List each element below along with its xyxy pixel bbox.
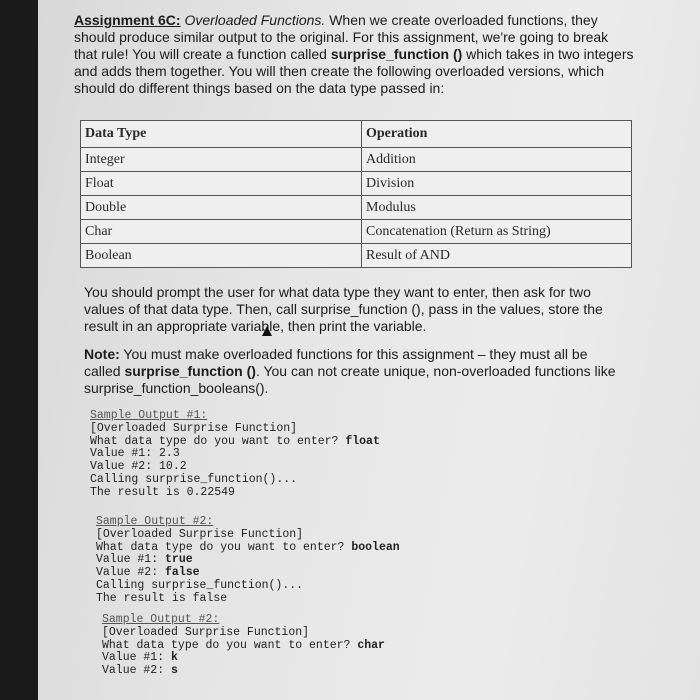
table-row	[81, 148, 632, 172]
column-header-operation: Operation	[362, 121, 632, 148]
sample-type: boolean	[351, 540, 400, 554]
sample-value-1: true	[165, 553, 193, 567]
note-paragraph	[84, 346, 624, 397]
sample-prompt: What data type do you want to enter?	[90, 434, 346, 448]
intro-text-2: which takes in two integers and adds them together. You will then create the following overloaded versions, which should do different things based on the data type passed in:	[74, 46, 634, 96]
sample-output-2	[96, 516, 400, 606]
data-type-cell: Float	[81, 172, 362, 196]
sample-prompt: What data type do you want to enter?	[102, 638, 358, 652]
sample-value-2: false	[165, 566, 200, 580]
operation-cell: Division	[362, 172, 632, 196]
table-row	[81, 244, 632, 268]
note-text-1: You must make overloaded functions for this assignment – they must all be called	[84, 346, 588, 379]
sample-value-1-label: Value #1:	[102, 651, 172, 665]
table-row	[81, 196, 632, 220]
data-type-cell: Integer	[81, 148, 362, 172]
sample-calling: Calling surprise_function()...	[90, 472, 298, 486]
sample-value-1: k	[171, 651, 178, 665]
data-type-cell: Char	[81, 220, 362, 244]
sample-output-1	[90, 410, 380, 500]
sample-value-1: 2.3	[159, 447, 180, 461]
table-row	[81, 172, 632, 196]
note-text-2: . You can not create unique, non-overloaded functions like surprise_function_booleans().	[84, 363, 616, 396]
operation-cell: Result of AND	[362, 244, 632, 268]
sample-value-2: s	[171, 664, 178, 678]
sample-value-1-label: Value #1:	[90, 447, 160, 461]
column-header-data-type: Data Type	[81, 121, 362, 148]
assignment-heading: Assignment 6C:	[74, 12, 181, 28]
sample-type: char	[357, 638, 385, 652]
intro-text-1: When we create overloaded functions, they should produce similar output to the original. For this assignment, we're going to break that rule! You will create a function called	[74, 12, 609, 62]
function-name: surprise_function ()	[330, 46, 463, 62]
sample-result: The result is false	[96, 591, 228, 605]
sample-type: float	[345, 434, 380, 448]
sample-header: [Overloaded Surprise Function]	[102, 625, 310, 639]
mouse-cursor-icon	[262, 326, 272, 336]
operation-cell: Concatenation (Return as String)	[362, 220, 632, 244]
operation-cell: Addition	[362, 148, 632, 172]
sample-result: The result is 0.22549	[90, 485, 235, 499]
operation-cell: Modulus	[362, 196, 632, 220]
table-header-row	[81, 121, 632, 148]
document-page	[38, 0, 700, 700]
sample-title: Sample Output #1:	[90, 409, 208, 422]
data-type-cell: Double	[81, 196, 362, 220]
sample-output-3	[102, 614, 385, 678]
sample-value-2-label: Value #2:	[96, 566, 166, 580]
sample-prompt: What data type do you want to enter?	[96, 540, 352, 554]
sample-header: [Overloaded Surprise Function]	[96, 527, 304, 541]
sample-title: Sample Output #2:	[102, 613, 220, 626]
assignment-intro	[74, 12, 634, 97]
sample-calling: Calling surprise_function()...	[96, 578, 304, 592]
sample-value-2-label: Value #2:	[90, 460, 160, 474]
sample-value-2: 10.2	[159, 460, 187, 474]
sample-title: Sample Output #2:	[96, 515, 214, 528]
instructions-paragraph: You should prompt the user for what data type they want to enter, then ask for two values of that data type. Then, call surprise_function (), pass in the values, store the result in an appropriate variable, then print the variable.	[84, 284, 603, 334]
data-type-cell: Boolean	[81, 244, 362, 268]
operations-table	[80, 120, 632, 268]
sample-value-2-label: Value #2:	[102, 664, 172, 678]
note-function-name: surprise_function ()	[124, 363, 256, 379]
assignment-subtitle: Overloaded Functions.	[184, 12, 326, 28]
sample-value-1-label: Value #1:	[96, 553, 166, 567]
table-row	[81, 220, 632, 244]
sample-header: [Overloaded Surprise Function]	[90, 421, 298, 435]
note-label: Note:	[84, 346, 120, 362]
